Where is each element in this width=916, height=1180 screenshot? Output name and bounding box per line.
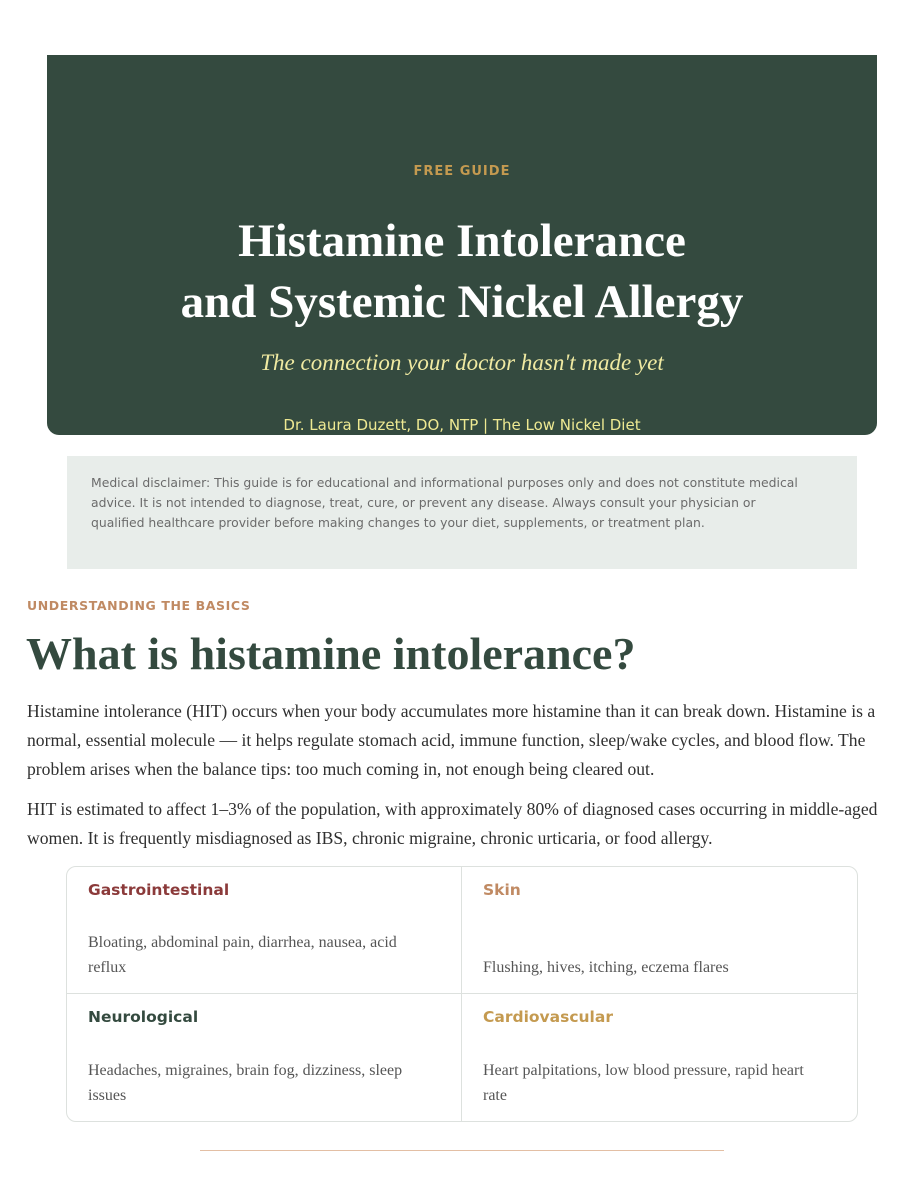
hero-kicker: FREE GUIDE bbox=[413, 164, 511, 179]
medical-disclaimer: Medical disclaimer: This guide is for educational and informational purposes only and does not constitute medical advice. It is not intended to diagnose, treat, cure, or prevent any disease. Always consult your physician or qualified healthcare provider before making changes to your diet, supplements, or treatment plan. bbox=[67, 456, 857, 569]
symptom-card-skin bbox=[462, 867, 857, 994]
intro-paragraph-1: Histamine intolerance (HIT) occurs when your body accumulates more histamine than it can break down. Histamine is a normal, essential molecule — it helps regulate stomach acid, immune function, sleep/wake cycles, and blood flow. The problem arises when the balance tips: too much coming in, not enough being cleared out. bbox=[27, 701, 876, 779]
symptom-card-description: Bloating, abdominal pain, diarrhea, nausea, acid reflux bbox=[88, 934, 397, 976]
intro-paragraph-2: HIT is estimated to affect 1–3% of the population, with approximately 80% of diagnosed cases occurring in middle-aged women. It is frequently misdiagnosed as IBS, chronic migraine, chronic urticaria, or food allergy. bbox=[27, 799, 878, 848]
symptom-card-cardiovascular bbox=[462, 994, 857, 1121]
symptom-card-title: Skin bbox=[483, 881, 521, 899]
section-divider bbox=[200, 1150, 724, 1151]
symptom-card-description: Headaches, migraines, brain fog, dizziness, sleep issues bbox=[88, 1062, 403, 1104]
symptom-grid bbox=[66, 866, 858, 1122]
hero-banner bbox=[47, 55, 877, 435]
hero-title-line-2: and Systemic Nickel Allergy bbox=[180, 276, 744, 328]
section-kicker: UNDERSTANDING THE BASICS bbox=[27, 598, 251, 613]
hero-subtitle: The connection your doctor hasn't made yet bbox=[260, 350, 664, 375]
hero-author: Dr. Laura Duzett, DO, NTP | The Low Nickel Diet bbox=[283, 416, 641, 434]
symptom-card-neurological bbox=[67, 994, 462, 1121]
symptom-card-description: Heart palpitations, low blood pressure, rapid heart rate bbox=[483, 1062, 804, 1104]
hero-title bbox=[47, 211, 877, 333]
symptom-card-title: Gastrointestinal bbox=[88, 881, 230, 899]
symptom-card-title: Cardiovascular bbox=[483, 1008, 613, 1026]
symptom-card-description: Flushing, hives, itching, eczema flares bbox=[483, 959, 729, 976]
symptom-card-gastrointestinal bbox=[67, 867, 462, 994]
symptom-card-title: Neurological bbox=[88, 1008, 199, 1026]
hero-title-line-1: Histamine Intolerance bbox=[238, 215, 686, 267]
section-heading: What is histamine intolerance? bbox=[26, 628, 636, 679]
